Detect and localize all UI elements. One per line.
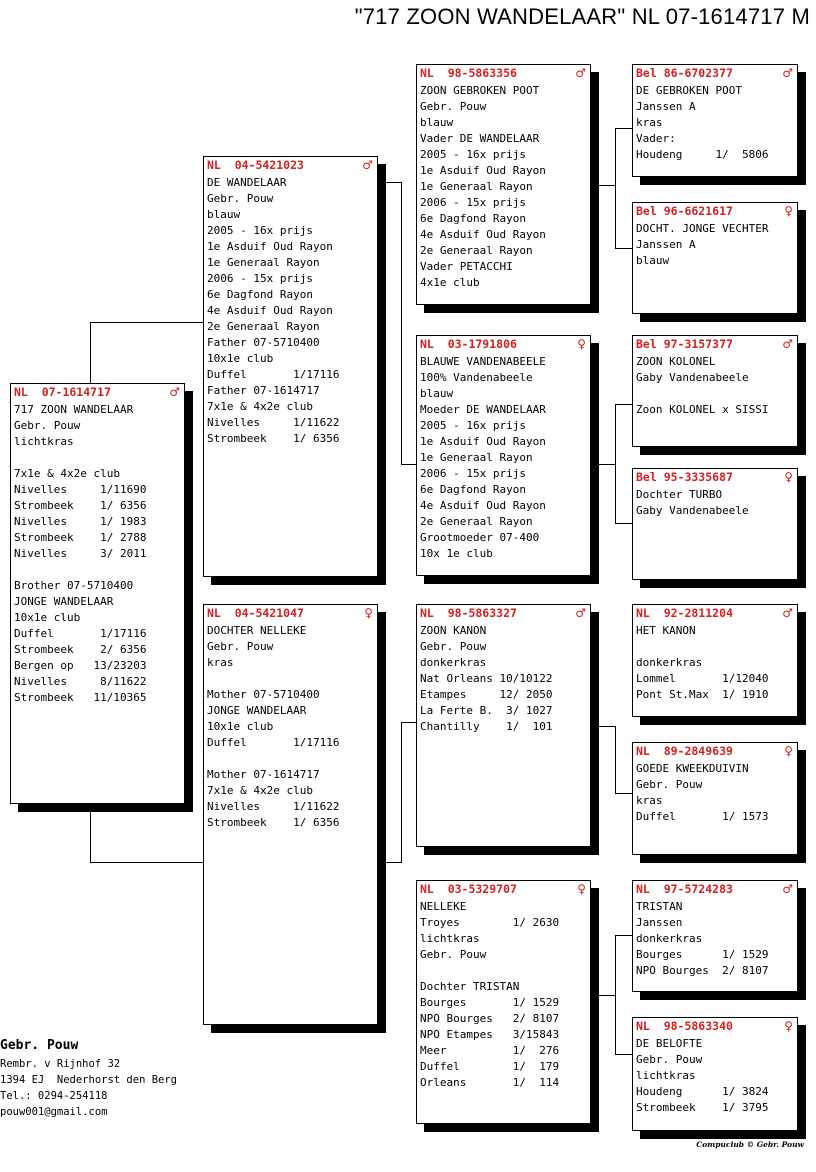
card-line: Meer 1/ 276: [420, 1044, 560, 1057]
card-line: Houdeng 1/ 5806: [636, 148, 769, 161]
pedigree-card-dam: [203, 604, 378, 1025]
ring-number: Bel 96-6621617 ♀: [636, 204, 793, 218]
card-line: Mother 07-1614717: [207, 768, 320, 781]
card-line: Gebr. Pouw: [14, 419, 81, 432]
card-line: 2005 - 16x prijs: [420, 148, 526, 161]
card-line: 6e Dagfond Rayon: [207, 288, 313, 301]
card-line: DE BELOFTE: [636, 1037, 703, 1050]
card-line: lichtkras: [636, 1069, 696, 1082]
connector-line: [384, 862, 402, 863]
card-line: 6e Dagfond Rayon: [420, 212, 526, 225]
card-line: [420, 963, 590, 979]
card-line: Gebr. Pouw: [420, 948, 487, 961]
pedigree-card-ancestor: [632, 880, 798, 992]
male-symbol-icon: ♂: [782, 337, 793, 351]
card-line: Nivelles 8/11622: [14, 675, 147, 688]
card-line: 1e Asduif Oud Rayon: [207, 240, 333, 253]
card-line: Nivelles 1/11622: [207, 800, 340, 813]
card-line: JONGE WANDELAAR: [14, 595, 114, 608]
card-line: 10x1e club: [14, 611, 81, 624]
card-line: Grootmoeder 07-400: [420, 531, 540, 544]
card-line: 4e Asduif Oud Rayon: [207, 304, 333, 317]
card-line: 1e Generaal Rayon: [207, 256, 320, 269]
connector-line: [90, 862, 204, 863]
ring-number: NL 03-5329707 ♀: [420, 882, 586, 896]
card-line: 4e Asduif Oud Rayon: [420, 499, 546, 512]
card-line: Strombeek 11/10365: [14, 691, 147, 704]
connector-line: [401, 722, 417, 723]
card-line: Zoon KOLONEL x SISSI: [636, 403, 769, 416]
pedigree-card-ancestor: [632, 1017, 798, 1131]
owner-city: 1394 EJ Nederhorst den Berg: [0, 1074, 178, 1086]
connector-line: [615, 935, 632, 936]
connector-line: [598, 726, 616, 727]
pedigree-card-ancestor: [632, 742, 798, 855]
card-line: 1e Asduif Oud Rayon: [420, 164, 546, 177]
card-line: Dochter TURBO: [636, 488, 723, 501]
card-line: Duffel 1/ 179: [420, 1060, 560, 1073]
owner-email: pouw001@gmail.com: [0, 1106, 108, 1118]
card-line: Chantilly 1/ 101: [420, 720, 553, 733]
pedigree-card-grandsire-paternal: [416, 64, 591, 305]
card-line: Mother 07-5710400: [207, 688, 320, 701]
card-line: NPO Bourges 2/ 8107: [636, 964, 769, 977]
card-line: 7x1e & 4x2e club: [207, 784, 313, 797]
card-line: DE GEBROKEN POOT: [636, 84, 742, 97]
card-line: Janssen: [636, 916, 683, 929]
card-line: Nivelles 1/11690: [14, 483, 147, 496]
card-line: 100% Vandenabeele: [420, 371, 533, 384]
card-line: 2006 - 15x prijs: [207, 272, 313, 285]
pedigree-card-ancestor: [632, 64, 798, 177]
ring-number: NL 04-5421047 ♀: [207, 606, 373, 620]
card-line: 1e Generaal Rayon: [420, 180, 533, 193]
card-line: 717 ZOON WANDELAAR: [14, 403, 134, 416]
card-line: 2006 - 15x prijs: [420, 196, 526, 209]
ring-number: Bel 97-3157377 ♂: [636, 337, 793, 351]
card-line: JONGE WANDELAAR: [207, 704, 307, 717]
card-line: Duffel 1/ 1573: [636, 810, 769, 823]
card-line: Gebr. Pouw: [420, 100, 487, 113]
card-line: 1e Generaal Rayon: [420, 451, 533, 464]
card-line: [636, 386, 797, 402]
pedigree-card-granddam-paternal: [416, 335, 591, 576]
connector-line: [401, 182, 402, 464]
card-line: Duffel 1/17116: [14, 627, 147, 640]
card-line: 1e Asduif Oud Rayon: [420, 435, 546, 448]
card-line: [207, 671, 377, 687]
female-symbol-icon: ♀: [577, 337, 586, 351]
card-line: Gebr. Pouw: [207, 640, 274, 653]
ring-number: Bel 95-3335687 ♀: [636, 470, 793, 484]
card-line: Gebr. Pouw: [207, 192, 274, 205]
ring-number: NL 89-2849639 ♀: [636, 744, 793, 758]
card-line: DOCHT. JONGE VECHTER: [636, 222, 769, 235]
card-line: BLAUWE VANDENABEELE: [420, 355, 546, 368]
card-line: kras: [636, 116, 663, 129]
card-line: Strombeek 1/ 2788: [14, 531, 147, 544]
ring-number: Bel 86-6702377 ♂: [636, 66, 793, 80]
card-line: Vader PETACCHI: [420, 260, 513, 273]
card-line: 4e Asduif Oud Rayon: [420, 228, 546, 241]
card-line: 7x1e & 4x2e club: [207, 400, 313, 413]
card-line: Strombeek 1/ 6356: [207, 432, 340, 445]
card-line: 10x 1e club: [420, 547, 493, 560]
card-line: ZOON GEBROKEN POOT: [420, 84, 540, 97]
ring-number: NL 98-5863327 ♂: [420, 606, 586, 620]
card-line: Nat Orleans 10/10122: [420, 672, 553, 685]
connector-line: [598, 464, 616, 465]
card-line: [636, 639, 797, 655]
male-symbol-icon: ♂: [782, 882, 793, 896]
connector-line: [90, 322, 91, 384]
card-line: [14, 562, 184, 578]
card-line: NPO Bourges 2/ 8107: [420, 1012, 560, 1025]
card-line: Vader:: [636, 132, 676, 145]
ring-number: NL 07-1614717 ♂: [14, 385, 180, 399]
connector-line: [615, 726, 616, 794]
card-line: Father 07-1614717: [207, 384, 320, 397]
owner-address: Rembr. v Rijnhof 32: [0, 1058, 121, 1070]
card-line: lichtkras: [420, 932, 480, 945]
pedigree-card-granddam-maternal: [416, 880, 591, 1124]
card-line: Strombeek 1/ 6356: [14, 499, 147, 512]
ring-number: NL 98-5863340 ♀: [636, 1019, 793, 1033]
card-line: kras: [636, 794, 663, 807]
card-line: 2e Generaal Rayon: [420, 244, 533, 257]
card-line: Bourges 1/ 1529: [420, 996, 560, 1009]
owner-phone: Tel.: 0294-254118: [0, 1090, 108, 1102]
card-line: donkerkras: [420, 656, 487, 669]
connector-line: [598, 995, 616, 996]
connector-line: [615, 128, 616, 249]
card-line: 2005 - 16x prijs: [420, 419, 526, 432]
pedigree-card-grandsire-maternal: [416, 604, 591, 847]
ring-number: NL 97-5724283 ♂: [636, 882, 793, 896]
connector-line: [615, 1054, 632, 1055]
card-line: Vader DE WANDELAAR: [420, 132, 540, 145]
card-line: Duffel 1/17116: [207, 368, 340, 381]
card-line: Pont St.Max 1/ 1910: [636, 688, 769, 701]
card-line: 2e Generaal Rayon: [207, 320, 320, 333]
ring-number: NL 04-5421023 ♂: [207, 158, 373, 172]
card-line: TRISTAN: [636, 900, 683, 913]
pedigree-card-ancestor: [632, 468, 798, 580]
owner-name: Gebr. Pouw: [0, 1038, 79, 1053]
card-line: Strombeek 1/ 6356: [207, 816, 340, 829]
connector-line: [615, 128, 632, 129]
connector-line: [615, 793, 632, 794]
male-symbol-icon: ♂: [782, 66, 793, 80]
card-line: Bourges 1/ 1529: [636, 948, 769, 961]
card-line: ZOON KANON: [420, 624, 487, 637]
card-line: 10x1e club: [207, 352, 274, 365]
female-symbol-icon: ♀: [364, 606, 373, 620]
card-line: blauw: [420, 116, 454, 129]
card-line: La Ferte B. 3/ 1027: [420, 704, 553, 717]
card-line: 7x1e & 4x2e club: [14, 467, 120, 480]
female-symbol-icon: ♀: [577, 882, 586, 896]
card-line: [14, 450, 184, 466]
card-line: Nivelles 1/11622: [207, 416, 340, 429]
card-line: Etampes 12/ 2050: [420, 688, 553, 701]
card-line: Gaby Vandenabeele: [636, 371, 749, 384]
connector-line: [615, 404, 632, 405]
male-symbol-icon: ♂: [575, 66, 586, 80]
male-symbol-icon: ♂: [362, 158, 373, 172]
card-line: [207, 751, 377, 767]
card-line: Janssen A: [636, 100, 696, 113]
card-line: NELLEKE: [420, 900, 467, 913]
card-line: Janssen A: [636, 238, 696, 251]
pedigree-card-ancestor: [632, 604, 798, 717]
card-line: 6e Dagfond Rayon: [420, 483, 526, 496]
connector-line: [615, 935, 616, 1055]
card-line: Troyes 1/ 2630: [420, 916, 560, 929]
card-line: Bergen op 13/23203: [14, 659, 147, 672]
card-line: blauw: [636, 254, 670, 267]
card-line: Lommel 1/12040: [636, 672, 769, 685]
female-symbol-icon: ♀: [784, 204, 793, 218]
card-line: blauw: [420, 387, 454, 400]
pedigree-card-ancestor: [632, 335, 798, 447]
card-line: Orleans 1/ 114: [420, 1076, 560, 1089]
card-line: Father 07-5710400: [207, 336, 320, 349]
pedigree-card-ancestor: [632, 202, 798, 314]
connector-line: [401, 722, 402, 862]
card-line: Gebr. Pouw: [420, 640, 487, 653]
card-line: donkerkras: [636, 656, 703, 669]
connector-line: [615, 248, 632, 249]
card-line: Duffel 1/17116: [207, 736, 340, 749]
male-symbol-icon: ♂: [575, 606, 586, 620]
female-symbol-icon: ♀: [784, 1019, 793, 1033]
connector-line: [90, 804, 91, 863]
card-line: ZOON KOLONEL: [636, 355, 716, 368]
female-symbol-icon: ♀: [784, 744, 793, 758]
card-line: Nivelles 3/ 2011: [14, 547, 147, 560]
card-line: 2e Generaal Rayon: [420, 515, 533, 528]
connector-line: [615, 523, 632, 524]
card-line: blauw: [207, 208, 241, 221]
owner-contact: [0, 1036, 177, 1120]
card-line: 2005 - 16x prijs: [207, 224, 313, 237]
card-line: NPO Etampes 3/15843: [420, 1028, 560, 1041]
card-line: Brother 07-5710400: [14, 579, 134, 592]
card-line: lichtkras: [14, 435, 74, 448]
pedigree-title: "717 ZOON WANDELAAR" NL 07-1614717 M: [354, 4, 810, 29]
card-line: Gebr. Pouw: [636, 778, 703, 791]
pedigree-card-subject: [10, 383, 185, 804]
connector-line: [401, 464, 417, 465]
card-line: 10x1e club: [207, 720, 274, 733]
card-line: 4x1e club: [420, 276, 480, 289]
card-line: 2006 - 15x prijs: [420, 467, 526, 480]
card-line: DE WANDELAAR: [207, 176, 287, 189]
card-line: Gebr. Pouw: [636, 1053, 703, 1066]
card-line: Gaby Vandenabeele: [636, 504, 749, 517]
card-line: Houdeng 1/ 3824: [636, 1085, 769, 1098]
card-line: Moeder DE WANDELAAR: [420, 403, 546, 416]
card-line: Strombeek 1/ 3795: [636, 1101, 769, 1114]
card-line: HET KANON: [636, 624, 696, 637]
card-line: Strombeek 2/ 6356: [14, 643, 147, 656]
footer-credit: Compuclub © Gebr. Pouw: [696, 1140, 804, 1149]
female-symbol-icon: ♀: [784, 470, 793, 484]
ring-number: NL 03-1791806 ♀: [420, 337, 586, 351]
male-symbol-icon: ♂: [169, 385, 180, 399]
connector-line: [598, 185, 616, 186]
connector-line: [384, 182, 402, 183]
connector-line: [90, 322, 204, 323]
card-line: DOCHTER NELLEKE: [207, 624, 307, 637]
pedigree-card-sire: [203, 156, 378, 577]
card-line: Dochter TRISTAN: [420, 980, 520, 993]
ring-number: NL 98-5863356 ♂: [420, 66, 586, 80]
male-symbol-icon: ♂: [782, 606, 793, 620]
connector-line: [615, 404, 616, 524]
card-line: donkerkras: [636, 932, 703, 945]
card-line: kras: [207, 656, 234, 669]
card-line: GOEDE KWEEKDUIVIN: [636, 762, 749, 775]
card-line: Nivelles 1/ 1983: [14, 515, 147, 528]
ring-number: NL 92-2811204 ♂: [636, 606, 793, 620]
